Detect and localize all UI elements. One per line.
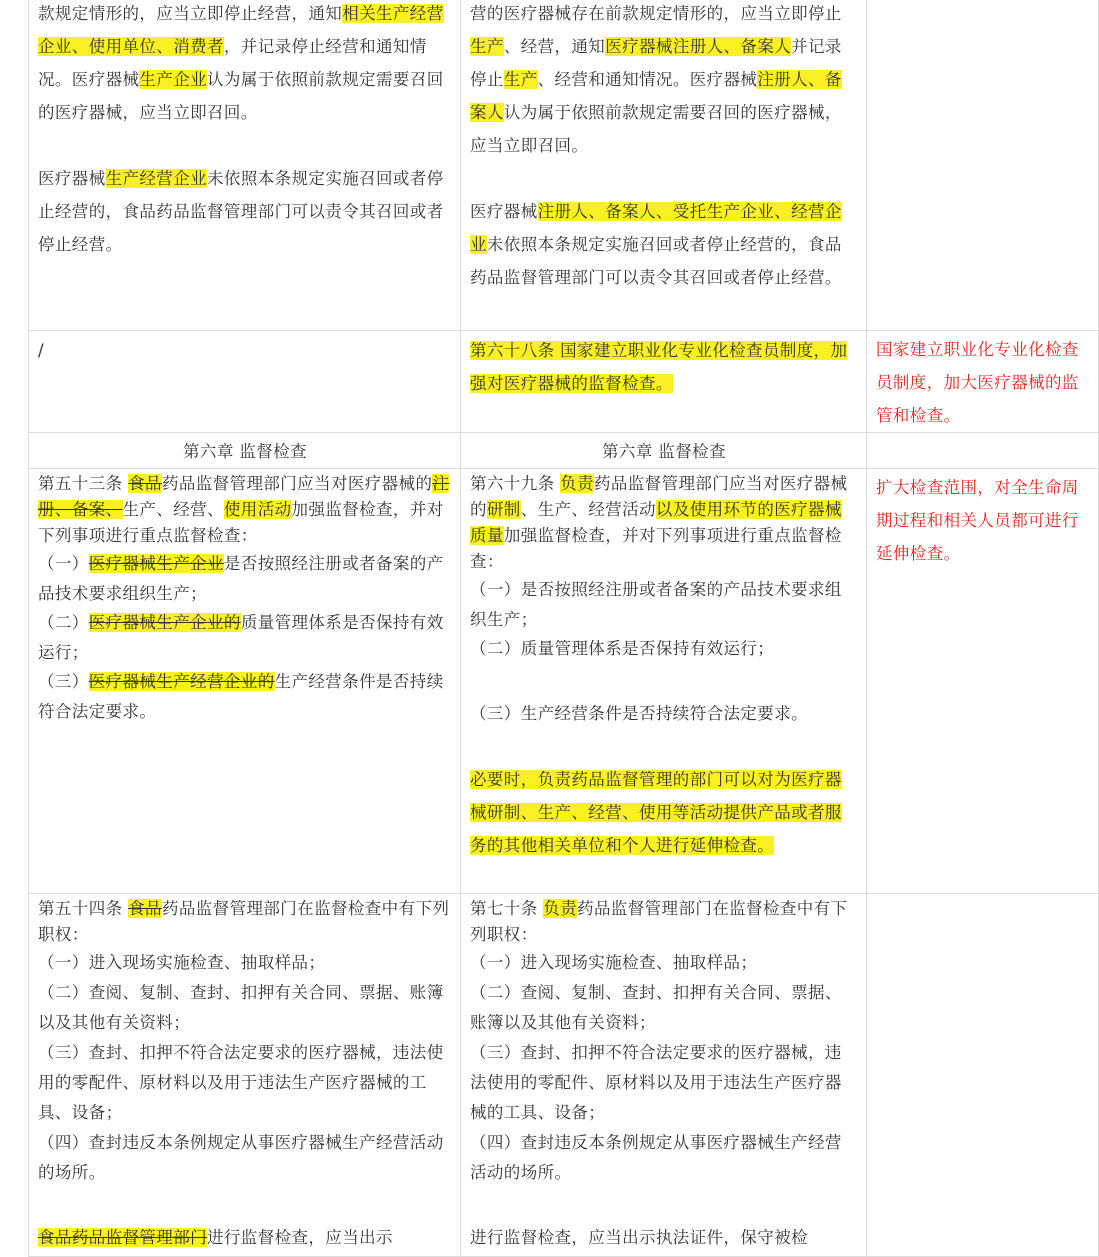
new-text-cell: [461, 331, 867, 433]
table-row-article-53: [29, 469, 1099, 894]
old-article-54-item-2: （二）查阅、复制、查封、扣押有关合同、票据、账簿以及其他有关资料；: [38, 983, 444, 1032]
old-none-marker: /: [38, 341, 44, 360]
new-article-69-item-1: （一）是否按照经注册或者备案的产品技术要求组织生产；: [470, 580, 842, 629]
new-article-69-item-3: （三）生产经营条件是否持续符合法定要求。: [470, 703, 808, 723]
old-article-54-item-3: （三）查封、扣押不符合法定要求的医疗器械，违法使用的零配件、原材料以及用于违法生产医疗器械的工具、设备；: [38, 1043, 444, 1122]
old-article-54-item-1: （一）进入现场实施检查、抽取样品；: [38, 953, 326, 972]
old-text-cell: [29, 894, 461, 1257]
new-article-70-final: 进行监督检查，应当出示执法证件，保守被检: [470, 1228, 808, 1247]
new-article-70-item-3: （三）查封、扣押不符合法定要求的医疗器械，违法使用的零配件、原材料以及用于违法生产医疗器械的工具、设备；: [470, 1043, 842, 1122]
new-article-70-item-4: （四）查封违反本条例规定从事医疗器械生产经营活动的场所。: [470, 1133, 842, 1182]
new-text-cell: [461, 469, 867, 894]
change-note: 扩大检查范围，对全生命周期过程和相关人员都可进行延伸检查。: [876, 478, 1079, 563]
new-article-69-intro: 第六十九条 负责药品监督管理部门应当对医疗器械的研制、生产、经营活动以及使用环节的医疗器械质量加强监督检查，并对下列事项进行重点监督检查：: [470, 474, 848, 571]
old-article-53-intro: 第五十三条 食品药品监督管理部门应当对医疗器械的注册、备案、生产、经营、使用活动加强监督检查，并对下列事项进行重点监督检查：: [38, 474, 450, 545]
old-text-cell: [29, 0, 461, 331]
old-article-54-final: 食品药品监督管理部门进行监督检查，应当出示: [38, 1228, 393, 1247]
table-row-recall: [29, 0, 1099, 331]
table-row-article-54: [29, 894, 1099, 1257]
new-article-68: 第六十八条 国家建立职业化专业化检查员制度，加强对医疗器械的监督检查。: [470, 341, 848, 393]
note-cell: [867, 433, 1099, 469]
new-article-69-extension: 必要时，负责药品监督管理的部门可以对为医疗器械研制、生产、经营、使用等活动提供产品或者服务的其他相关单位和个人进行延伸检查。: [470, 769, 842, 855]
old-article-53-item-2: （二）医疗器械生产企业的质量管理体系是否保持有效运行；: [38, 613, 444, 662]
table-row-chapter: [29, 433, 1099, 469]
note-cell: [867, 894, 1099, 1257]
new-text-cell: [461, 0, 867, 331]
change-note: 国家建立职业化专业化检查员制度，加大医疗器械的监管和检查。: [876, 340, 1079, 425]
new-article-70-intro: 第七十条 负责药品监督管理部门在监督检查中有下列职权：: [470, 899, 848, 944]
note-cell: [867, 331, 1099, 433]
old-text-cell: [29, 469, 461, 894]
regulation-comparison-table: [28, 0, 1099, 1257]
old-article-54-item-4: （四）查封违反本条例规定从事医疗器械生产经营活动的场所。: [38, 1133, 444, 1182]
old-article-53-item-3: （三）医疗器械生产经营企业的生产经营条件是否持续符合法定要求。: [38, 672, 444, 721]
old-recall-para-2: 医疗器械生产经营企业未依照本条规定实施召回或者停止经营的，食品药品监督管理部门可以责令其召回或者停止经营。: [38, 169, 444, 254]
new-recall-para-1: 营的医疗器械存在前款规定情形的，应当立即停止生产、经营，通知医疗器械注册人、备案人并记录停止生产、经营和通知情况。医疗器械注册人、备案人认为属于依照前款规定需要召回的医疗器械，应当立即召回。: [470, 4, 842, 155]
new-recall-para-2: 医疗器械注册人、备案人、受托生产企业、经营企业未依照本条规定实施召回或者停止经营的，食品药品监督管理部门可以责令其召回或者停止经营。: [470, 202, 842, 287]
table-row-inspector: [29, 331, 1099, 433]
old-text-cell: [29, 331, 461, 433]
new-chapter-heading: 第六章 监督检查: [461, 433, 867, 469]
note-cell: [867, 469, 1099, 894]
old-recall-para-1: 款规定情形的，应当立即停止经营，通知相关生产经营企业、使用单位、消费者，并记录停止经营和通知情况。医疗器械生产企业认为属于依照前款规定需要召回的医疗器械，应当立即召回。: [38, 4, 444, 122]
new-article-70-item-1: （一）进入现场实施检查、抽取样品；: [470, 953, 758, 972]
new-article-70-item-2: （二）查阅、复制、查封、扣押有关合同、票据、账簿以及其他有关资料；: [470, 983, 842, 1032]
old-article-53-item-1: （一）医疗器械生产企业是否按照经注册或者备案的产品技术要求组织生产；: [38, 554, 444, 603]
old-chapter-heading: 第六章 监督检查: [29, 433, 461, 469]
new-text-cell: [461, 894, 867, 1257]
note-cell: [867, 0, 1099, 331]
new-article-69-item-2: （二）质量管理体系是否保持有效运行；: [470, 639, 775, 658]
old-article-54-intro: 第五十四条 食品药品监督管理部门在监督检查中有下列职权：: [38, 899, 450, 944]
